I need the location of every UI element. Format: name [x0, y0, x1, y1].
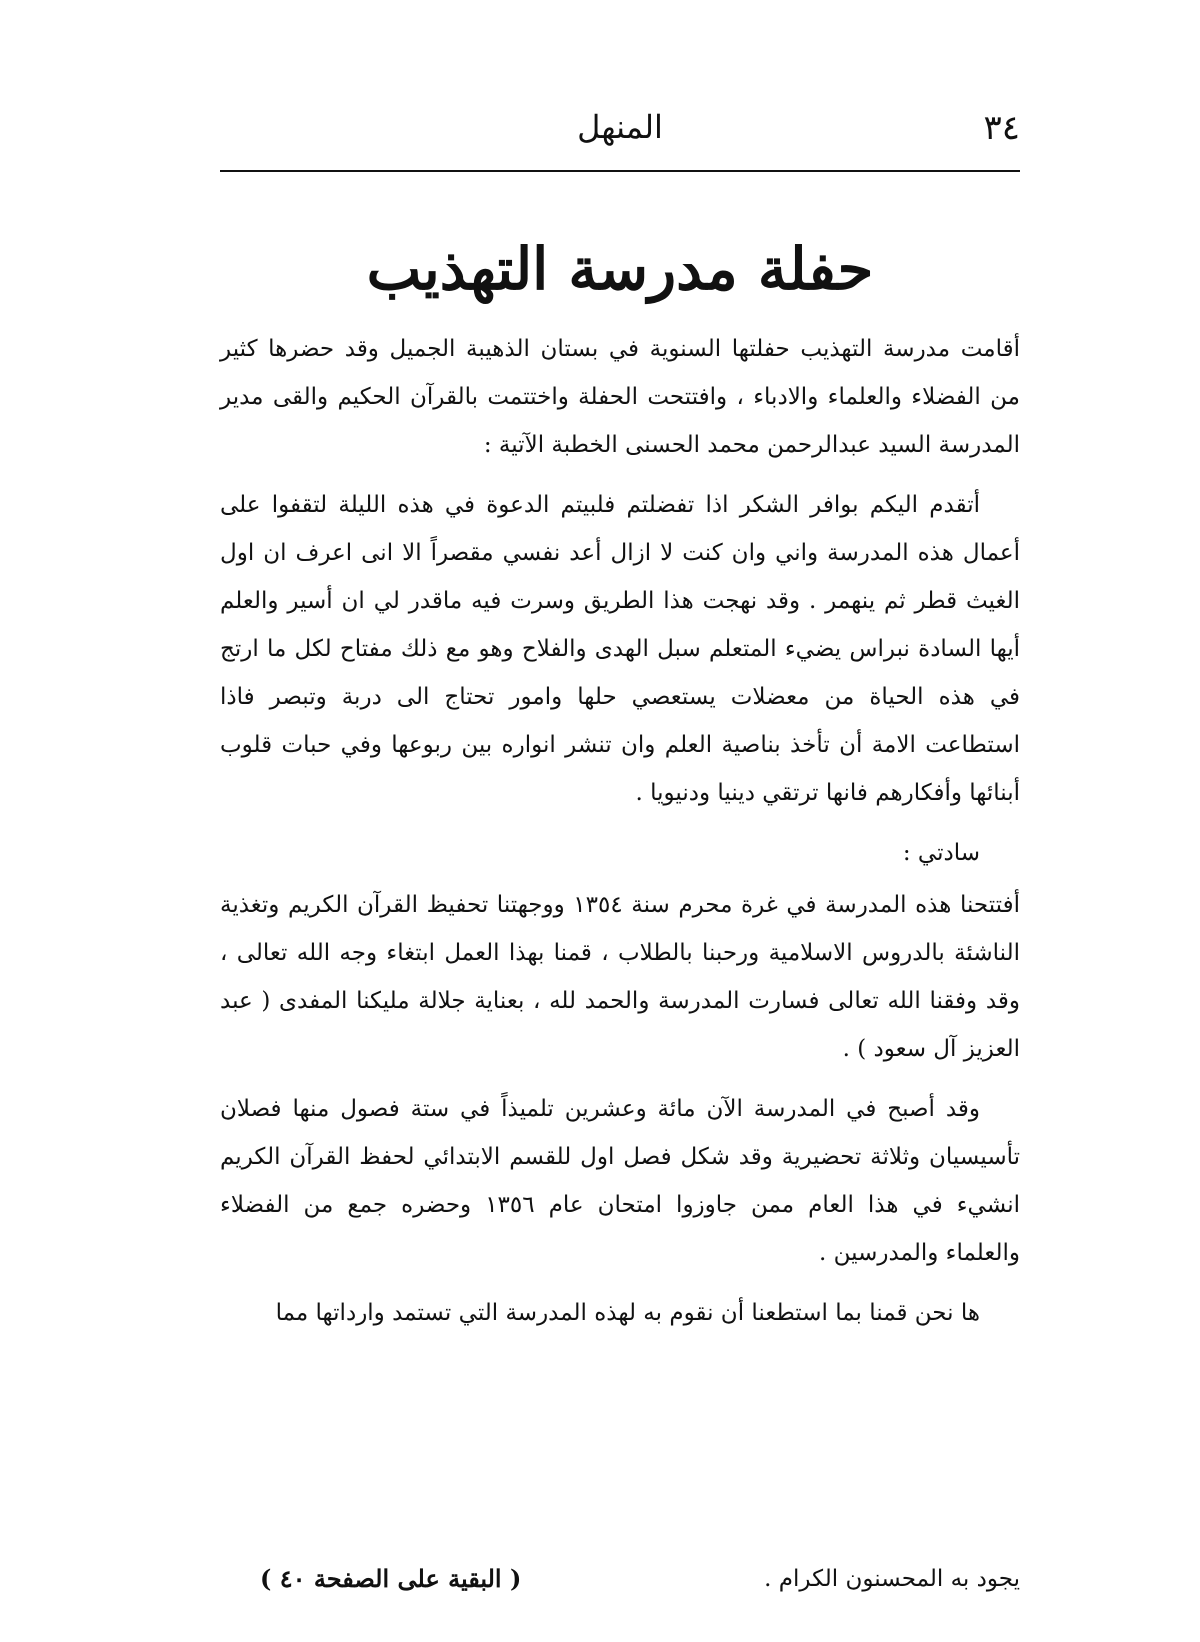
running-title: المنهل	[577, 108, 663, 146]
header-rule	[220, 170, 1020, 172]
article-body	[220, 325, 1020, 1349]
continuation-note: ( البقية على الصفحة ٤٠ )	[260, 1564, 522, 1593]
final-line-text: يجود به المحسنون الكرام .	[764, 1566, 1020, 1592]
paragraph-school-founding: أفتتحنا هذه المدرسة في غرة محرم سنة ١٣٥٤ ووجهتنا تحفيظ القرآن الكريم وتغذية الناشئة بالدروس الاسلامية ورحبنا بالطلاب ، قمنا بهذا العمل ابتغاء وجه الله تعالى ، وقد وفقنا الله تعالى فسارت المدرسة والحمد لله ، بعناية جلالة مليكنا المفدى ( عبد العزيز آل سعود ) .	[220, 892, 1021, 1062]
paragraph-school-status: وقد أصبح في المدرسة الآن مائة وعشرين تلميذاً في ستة فصول منها فصلان تأسيسيان وثلاثة تحضيرية وقد شكل فصل اول للقسم الابتدائي لحفظ القرآن الكريم انشيء في هذا العام ممن جاوزوا امتحان عام ١٣٥٦ وحضره جمع من الفضلاء والعلماء والمدرسين .	[220, 1096, 1021, 1266]
paragraph-closing: ها نحن قمنا بما استطعنا أن نقوم به لهذه المدرسة التي تستمد وارداتها مما	[275, 1300, 980, 1326]
paragraph-intro: أقامت مدرسة التهذيب حفلتها السنوية في بستان الذهيبة الجميل وقد حضرها كثير من الفضلاء والعلماء والادباء ، وافتتحت الحفلة واختتمت بالقرآن الحكيم والقى مدير المدرسة السيد عبدالرحمن محمد الحسنى الخطبة الآتية :	[220, 336, 1020, 458]
page-number: ٣٤	[983, 108, 1020, 148]
article-title: حفلة مدرسة التهذيب	[366, 235, 874, 303]
paragraph-speech-opening: أتقدم اليكم بوافر الشكر اذا تفضلتم فلبيتم الدعوة في هذه الليلة لتقفوا على أعمال هذه المدرسة واني وان كنت لا ازال أعد نفسي مقصراً الا انى اعرف ان اول الغيث قطر ثم ينهمر . وقد نهجت هذا الطريق وسرت فيه ماقدر لي ان أسير والعلم أيها السادة نبراس يضيء المتعلم سبل الهدى والفلاح وهو مع ذلك مفتاح لكل ما ارتج في هذه الحياة من معضلات يستعصي حلها وامور تحتاج الى دربة وتبصر فاذا استطاعت الامة أن تأخذ بناصية العلم وان تنشر انواره بين ربوعها وفي حبات قلوب أبنائها وأفكارهم فانها ترتقي دينيا ودنيويا .	[220, 492, 1020, 806]
paragraph-salutation: سادتي :	[902, 840, 980, 866]
page-header	[220, 108, 1020, 158]
final-line	[220, 1555, 1020, 1603]
